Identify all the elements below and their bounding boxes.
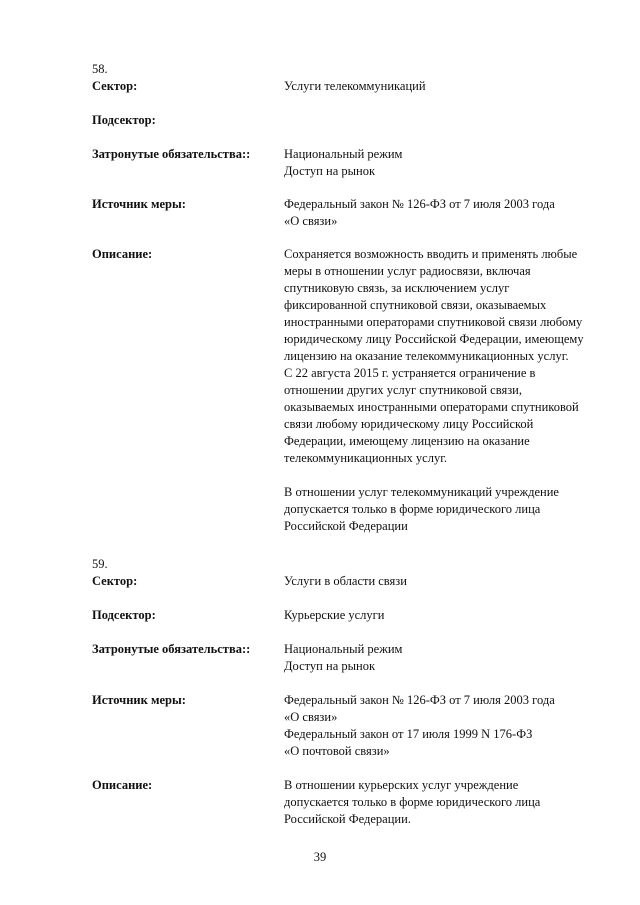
description-line: допускается только в форме юридического лица [284, 795, 541, 809]
subsector-row [92, 112, 597, 129]
description-line: спутниковую связь, за исключением услуг [284, 281, 510, 295]
sector-label: Сектор: [92, 574, 138, 588]
obligations-row [92, 146, 597, 180]
source-line: «О связи» [284, 214, 338, 228]
subsector-row [92, 607, 597, 624]
obligations-label: Затронутые обязательства:: [92, 642, 251, 656]
subsector-label: Подсектор: [92, 608, 156, 622]
sector-row [92, 78, 597, 95]
description-line: оказываемых иностранными операторами спутниковой [284, 400, 579, 414]
source-row [92, 196, 597, 230]
description-row [92, 777, 597, 828]
sector-value: Услуги в области связи [284, 574, 407, 588]
description-line: телекоммуникационных услуг. [284, 451, 448, 465]
description-label: Описание: [92, 778, 153, 792]
obligation-line: Доступ на рынок [284, 164, 376, 178]
sector-label: Сектор: [92, 79, 138, 93]
description-label: Описание: [92, 247, 153, 261]
subsector-label: Подсектор: [92, 113, 156, 127]
page-number: 39 [313, 850, 327, 864]
sector-value: Услуги телекоммуникаций [284, 79, 426, 93]
obligation-line: Национальный режим [284, 642, 403, 656]
source-line: Федеральный закон № 126-ФЗ от 7 июля 2003 года [284, 693, 555, 707]
entry-58 [92, 61, 597, 535]
obligations-value [284, 641, 597, 675]
sector-row [92, 573, 597, 590]
description-row [92, 246, 597, 535]
description-line: лицензию на оказание телекоммуникационных услуг. [284, 349, 569, 363]
obligation-line: Доступ на рынок [284, 659, 376, 673]
obligations-row [92, 641, 597, 675]
entry-59 [92, 556, 597, 828]
description-line: В отношении курьерских услуг учреждение [284, 778, 519, 792]
description-line: допускается только в форме юридического лица [284, 502, 541, 516]
source-line: «О почтовой связи» [284, 744, 390, 758]
source-label: Источник меры: [92, 693, 186, 707]
description-line: Сохраняется возможность вводить и применять любые [284, 247, 578, 261]
description-line: отношении других услуг спутниковой связи, [284, 383, 522, 397]
source-line: Федеральный закон от 17 июля 1999 N 176-ФЗ [284, 727, 533, 741]
source-line: «О связи» [284, 710, 338, 724]
source-value [284, 692, 597, 760]
description-line: В отношении услуг телекоммуникаций учреждение [284, 485, 559, 499]
description-line: Федерации, имеющему лицензию на оказание [284, 434, 530, 448]
description-line: связи любому юридическому лицу Российской [284, 417, 534, 431]
description-value [284, 777, 597, 828]
description-line: С 22 августа 2015 г. устраняется ограничение в [284, 366, 536, 380]
description-line: Российской Федерации. [284, 812, 411, 826]
description-line: фиксированной спутниковой связи, оказываемых [284, 298, 547, 312]
source-line: Федеральный закон № 126-ФЗ от 7 июля 2003 года [284, 197, 555, 211]
description-value [284, 246, 597, 535]
source-value [284, 196, 597, 230]
description-line: меры в отношении услуг радиосвязи, включая [284, 264, 531, 278]
description-line: юридическому лицу Российской Федерации, имеющему [284, 332, 584, 346]
entry-number: 59. [92, 557, 108, 571]
obligations-label: Затронутые обязательства:: [92, 147, 251, 161]
obligations-value [284, 146, 597, 180]
description-line: Российской Федерации [284, 519, 408, 533]
subsector-value: Курьерские услуги [284, 608, 385, 622]
entry-number: 58. [92, 62, 108, 76]
description-line: иностранными операторами спутниковой связи любому [284, 315, 583, 329]
obligation-line: Национальный режим [284, 147, 403, 161]
source-row [92, 692, 597, 760]
description-blank-line [284, 467, 597, 484]
source-label: Источник меры: [92, 197, 186, 211]
